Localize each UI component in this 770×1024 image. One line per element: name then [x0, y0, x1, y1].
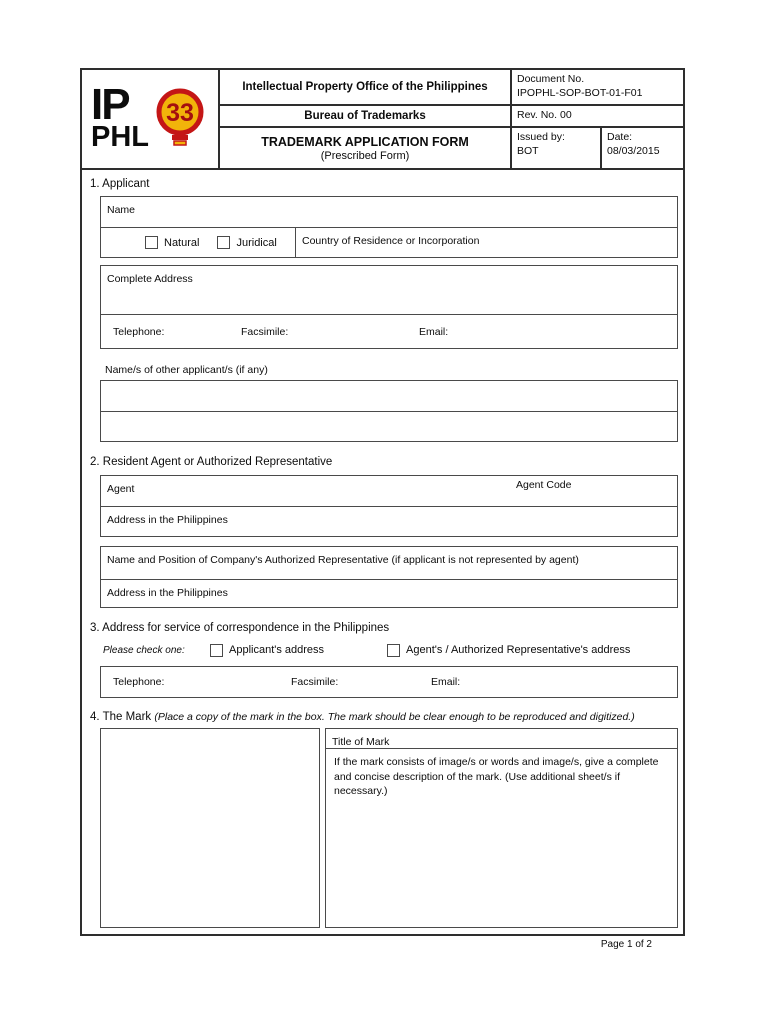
- complete-address-label: Complete Address: [107, 273, 193, 285]
- document-no-cell: [512, 70, 683, 106]
- rev-no-cell: Rev. No. 00: [512, 106, 683, 128]
- form-header: [82, 70, 683, 170]
- title-of-mark-label: Title of Mark: [332, 736, 390, 748]
- agent-field[interactable]: [101, 476, 677, 506]
- complete-address-field[interactable]: [101, 266, 677, 314]
- section2-title: 2. Resident Agent or Authorized Representative: [90, 456, 333, 468]
- bureau-title: Bureau of Trademarks: [220, 106, 510, 128]
- country-field[interactable]: [296, 228, 677, 257]
- issued-by-label: Issued by:: [517, 131, 565, 143]
- agent-address-field[interactable]: [101, 506, 677, 536]
- page-number: Page 1 of 2: [600, 939, 652, 950]
- section4-title: [90, 711, 678, 723]
- service-facsimile-label: Facsimile:: [291, 676, 339, 688]
- service-contact-row[interactable]: [101, 667, 677, 697]
- mark-details: [325, 728, 678, 928]
- representative-label: Name and Position of Company's Authorized Representative (if applicant is not represented by agent): [107, 554, 579, 566]
- applicant-type-cell: [101, 228, 296, 257]
- service-telephone-label: Telephone:: [113, 676, 165, 688]
- section4-instruction: (Place a copy of the mark in the box. The mark should be clear enough to be reproduced and digitized.): [154, 711, 635, 723]
- country-label: Country of Residence or Incorporation: [302, 235, 480, 247]
- ipophl-logo: [82, 70, 220, 168]
- natural-label: Natural: [164, 236, 200, 249]
- form-title: TRADEMARK APPLICATION FORM: [261, 134, 469, 149]
- representative-group: [100, 546, 678, 608]
- logo-text-phl: PHL: [91, 121, 149, 154]
- address-group: [100, 265, 678, 349]
- agent-address-checkbox[interactable]: [387, 644, 400, 657]
- section3-title: 3. Address for service of correspondence in the Philippines: [90, 622, 390, 634]
- date-value: 08/03/2015: [607, 145, 660, 158]
- mark-section: [100, 728, 678, 928]
- representative-address-field[interactable]: [101, 579, 677, 607]
- ipophl-emblem-icon: [151, 86, 209, 150]
- natural-checkbox[interactable]: [145, 236, 158, 249]
- mark-description-text: If the mark consists of image/s or words and image/s, give a complete and concise description of the mark. (Use additional sheet/s if necessary.): [334, 756, 659, 798]
- form-sheet: [80, 68, 685, 936]
- document-no-value: IPOPHL-SOP-BOT-01-F01: [517, 87, 643, 100]
- please-check-one-label: Please check one:: [103, 644, 185, 656]
- email-label: Email:: [419, 325, 449, 338]
- date-label: Date:: [607, 131, 633, 143]
- office-title: Intellectual Property Office of the Philippines: [220, 70, 510, 106]
- representative-field[interactable]: [101, 547, 677, 579]
- mark-description-field[interactable]: [326, 749, 677, 927]
- other-applicant-row-1[interactable]: [101, 381, 677, 411]
- service-contact-group: [100, 666, 678, 698]
- agent-code-label: Agent Code: [516, 479, 572, 491]
- other-applicants-label: Name/s of other applicant/s (if any): [105, 364, 268, 376]
- svg-text:33: 33: [166, 98, 194, 127]
- juridical-label: Juridical: [236, 236, 277, 249]
- agent-address-label: Address in the Philippines: [107, 514, 228, 526]
- header-titles: [220, 70, 512, 168]
- document-control-block: [512, 70, 683, 168]
- section1-title: 1. Applicant: [90, 178, 150, 190]
- title-of-mark-field[interactable]: [326, 729, 677, 749]
- name-label: Name: [107, 204, 136, 216]
- section4-title-text: 4. The Mark: [90, 711, 152, 723]
- telephone-label: Telephone:: [113, 325, 165, 338]
- agent-label: Agent: [107, 483, 135, 495]
- service-email-label: Email:: [431, 676, 461, 688]
- applicant-address-checkbox[interactable]: [210, 644, 223, 657]
- service-address-choice-row: [100, 641, 678, 659]
- date-cell: [602, 128, 683, 168]
- other-applicants-group: [100, 380, 678, 442]
- logo-text-ip: IP: [91, 79, 129, 129]
- facsimile-label: Facsimile:: [241, 325, 289, 338]
- issued-by-value: BOT: [517, 145, 539, 158]
- applicant-name-group: [100, 196, 678, 258]
- applicant-name-field[interactable]: [101, 197, 677, 227]
- applicant-address-label: Applicant's address: [229, 644, 325, 656]
- other-applicant-row-2[interactable]: [101, 411, 677, 441]
- issued-by-cell: [512, 128, 602, 168]
- agent-group: [100, 475, 678, 537]
- form-subtitle: (Prescribed Form): [320, 149, 410, 162]
- document-no-label: Document No.: [517, 73, 585, 85]
- form-title-block: [220, 128, 510, 168]
- agent-address-option-label: Agent's / Authorized Representative's address: [406, 644, 631, 656]
- representative-address-label: Address in the Philippines: [107, 587, 228, 599]
- juridical-checkbox[interactable]: [217, 236, 230, 249]
- contact-row[interactable]: [101, 314, 677, 348]
- mark-box[interactable]: [100, 728, 320, 928]
